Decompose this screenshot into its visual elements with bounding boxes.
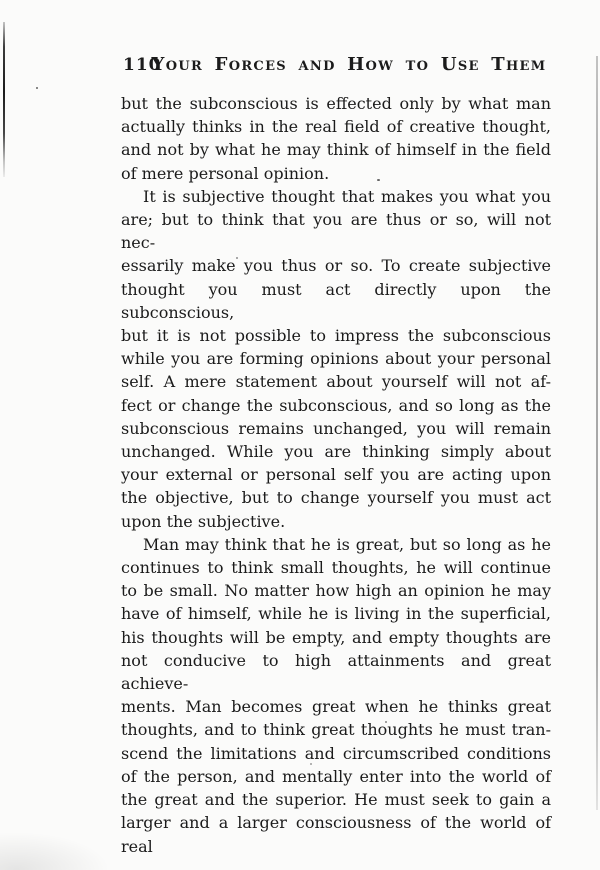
- text-line: fect or change the subconscious, and so long as the: [121, 395, 551, 415]
- text-line: but it is not possible to impress the subconscious: [121, 326, 551, 346]
- text-column: [121, 0, 551, 858]
- text-line: self. A mere statement about yourself will not af-: [121, 372, 551, 392]
- text-line: not conducive to high attainments and great achieve-: [121, 650, 551, 694]
- text-line: ments. Man becomes great when he thinks great: [121, 697, 551, 717]
- scan-corner-smudge: [0, 832, 110, 870]
- text-line: are; but to think that you are thus or so, will not nec-: [121, 210, 551, 253]
- text-line: while you are forming opinions about your personal: [121, 349, 551, 369]
- running-title: Your Forces and How to Use Them: [151, 54, 547, 75]
- text-line: continues to think small thoughts, he will continue: [121, 558, 551, 578]
- text-line: but the subconscious is effected only by what man: [121, 94, 551, 113]
- text-line: thought you must act directly upon the subconscious,: [121, 279, 551, 322]
- text-line: of mere personal opinion.: [121, 163, 330, 183]
- text-line: subconscious remains unchanged, you will remain: [121, 418, 551, 438]
- paragraph: [121, 92, 551, 185]
- text-line: your external or personal self you are acting upon: [121, 465, 551, 485]
- text-line: thoughts, and to think great thoughts he must tran-: [121, 720, 551, 740]
- text-line: of the person, and mentally enter into the world of: [121, 766, 551, 786]
- text-line: essarily make you thus or so. To create subjective: [121, 256, 551, 276]
- text-line: unchanged. While you are thinking simply about: [121, 442, 551, 462]
- page-header: [121, 54, 551, 76]
- text-line: It is subjective thought that makes you what you: [143, 186, 551, 206]
- page-number: 110: [123, 55, 162, 75]
- text-line: Man may think that he is great, but so long as he: [143, 534, 551, 554]
- text-line: the great and the superior. He must seek to gain a: [121, 790, 551, 810]
- text-line: scend the limitations and circumscribed conditions: [121, 743, 551, 763]
- page-body: [121, 92, 551, 858]
- text-line: larger and a larger consciousness of the world of real: [121, 813, 551, 856]
- text-line: to be small. No matter how high an opinion he may: [121, 581, 551, 601]
- paragraph: [121, 185, 551, 533]
- scan-edge-artifact-right: [596, 56, 598, 810]
- text-line: upon the subjective.: [121, 511, 286, 531]
- text-line: the objective, but to change yourself you must act: [121, 488, 551, 508]
- text-line: and not by what he may think of himself in the field: [121, 140, 551, 160]
- text-line: his thoughts will be empty, and empty thoughts are: [121, 627, 551, 647]
- scan-speck: [36, 87, 38, 89]
- text-line: actually thinks in the real field of creative thought,: [121, 117, 551, 137]
- text-line: have of himself, while he is living in the superficial,: [121, 604, 551, 624]
- scan-edge-artifact-left: [3, 22, 5, 177]
- paragraph: [121, 533, 551, 858]
